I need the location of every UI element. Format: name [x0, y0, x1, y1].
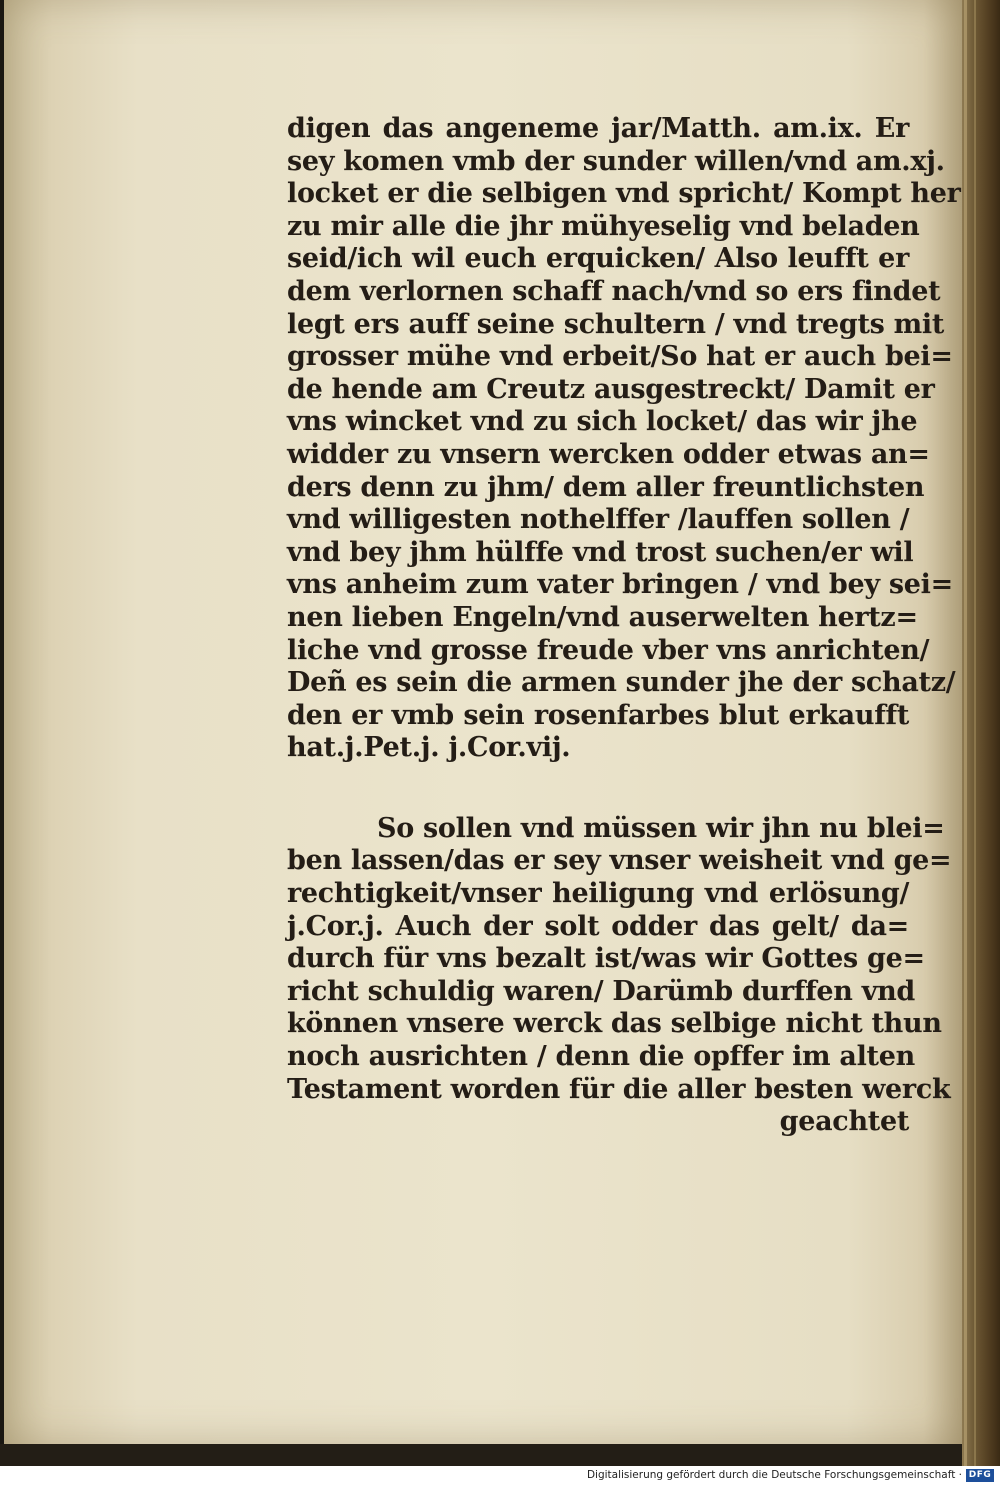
text-line: noch ausrichten / denn die opffer im alten: [287, 1041, 915, 1073]
text-line: richt schuldig waren/ Darümb durffen vnd: [287, 975, 916, 1007]
footer-bar: [0, 1466, 1000, 1486]
text-line: dem verlornen schaff nach/vnd so ers findet: [287, 275, 941, 307]
text-line: vnd bey jhm hülffe vnd trost suchen/er wil: [287, 536, 914, 568]
catchword: geachtet: [779, 1106, 909, 1138]
text-line: zu mir alle die jhr mühyeselig vnd beladen: [287, 210, 920, 242]
text-line: vns wincket vnd zu sich locket/ das wir jhe: [287, 406, 918, 438]
paragraph-gap: [287, 765, 909, 813]
text-line: können vnsere werck das selbige nicht thun: [287, 1008, 942, 1040]
funding-credit: Digitalisierung gefördert durch die Deutsche Forschungsgemeinschaft ·: [586, 1469, 962, 1481]
text-line: sey komen vmb der sunder willen/vnd am.xj.: [287, 145, 945, 177]
text-line: hat.j.Pet.j. j.Cor.vij.: [287, 732, 571, 764]
text-line: Testament worden für die aller besten werck: [287, 1073, 951, 1105]
book-page: [4, 0, 962, 1444]
scan-bottom-band: [0, 1444, 962, 1466]
text-line: rechtigkeit/vnser heiligung vnd erlösung/: [287, 878, 909, 910]
text-line: de hende am Creutz ausgestreckt/ Damit er: [287, 373, 935, 405]
text-line: grosser mühe vnd erbeit/So hat er auch bei=: [287, 341, 953, 373]
page-edge: [962, 0, 1000, 1466]
text-line: ders denn zu jhm/ dem aller freuntlichsten: [287, 471, 925, 503]
text-line: liche vnd grosse freude vber vns anrichten/: [287, 634, 930, 666]
text-line: ben lassen/das er sey vnser weisheit vnd ge=: [287, 845, 952, 877]
text-block: [287, 113, 961, 1139]
text-line: locket er die selbigen vnd spricht/ Kompt her: [287, 178, 961, 210]
text-line: durch für vns bezalt ist/was wir Gottes ge=: [287, 943, 925, 975]
text-line: So sollen vnd müssen wir jhn nu blei=: [377, 812, 945, 844]
dfg-logo: DFG: [966, 1469, 994, 1482]
text-line: nen lieben Engeln/vnd auserwelten hertz=: [287, 601, 918, 633]
text-line: vnd willigesten nothelffer /lauffen sollen /: [287, 504, 910, 536]
text-line: widder zu vnsern wercken odder etwas an=: [287, 438, 930, 470]
text-line: digen das angeneme jar/Matth. am.ix. Er: [287, 113, 909, 144]
text-line: vns anheim zum vater bringen / vnd bey sei=: [287, 569, 953, 601]
text-line: den er vmb sein rosenfarbes blut erkaufft: [287, 699, 909, 731]
text-line: seid/ich wil euch erquicken/ Also leufft er: [287, 243, 909, 275]
text-line: legt ers auff seine schultern / vnd tregts mit: [287, 308, 945, 340]
text-line: j.Cor.j. Auch der solt odder das gelt/ da=: [287, 910, 909, 942]
text-line: Deñ es sein die armen sunder jhe der schatz/: [287, 667, 956, 699]
